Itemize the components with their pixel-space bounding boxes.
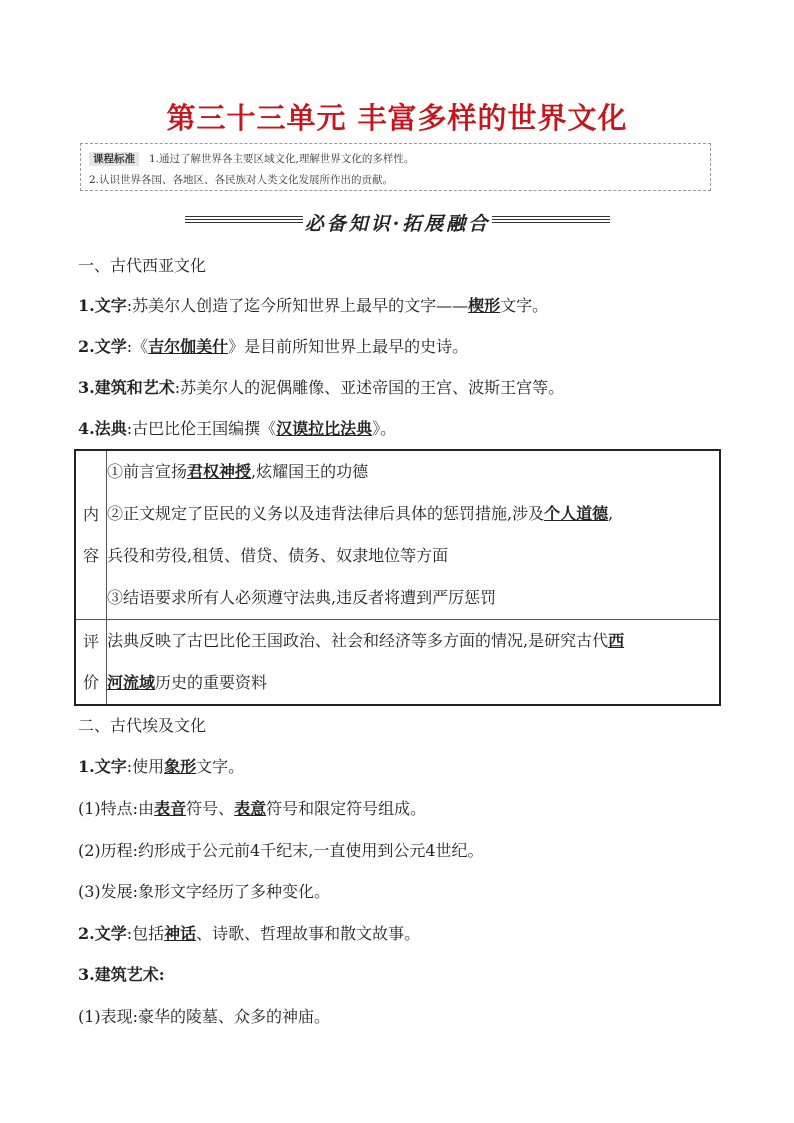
banner-title: 必备知识·拓展融合 bbox=[304, 213, 491, 235]
text: : bbox=[158, 965, 165, 984]
term-label: 1.文字 bbox=[78, 757, 127, 776]
key-term: 象形 bbox=[164, 757, 197, 776]
term-label: 4.法典 bbox=[78, 419, 127, 438]
text: 法典反映了古巴比伦王国政治、社会和经济等多方面的情况,是研究古代 bbox=[107, 631, 609, 650]
row-header-content bbox=[75, 450, 107, 620]
key-term: 个人道德 bbox=[544, 504, 609, 523]
text: 符号、 bbox=[186, 799, 235, 818]
banner-rule-right bbox=[492, 216, 610, 226]
text: ,炫耀国王的功德 bbox=[251, 462, 369, 481]
sec2-line-4: (3)发展:象形文字经历了多种变化。 bbox=[78, 882, 331, 901]
section-banner bbox=[185, 209, 610, 233]
text: 、诗歌、哲理故事和散文故事。 bbox=[196, 924, 421, 943]
banner-rule-left bbox=[185, 216, 303, 226]
sec2-line-2 bbox=[78, 796, 426, 819]
text: :《 bbox=[126, 337, 149, 356]
sec1-line-4 bbox=[78, 416, 396, 439]
evaluation-line-2 bbox=[107, 662, 719, 704]
text: :包括 bbox=[126, 924, 165, 943]
table-row bbox=[75, 620, 720, 706]
key-term: 河流域 bbox=[107, 673, 156, 692]
sec1-line-3 bbox=[78, 375, 564, 398]
text: :使用 bbox=[126, 757, 165, 776]
text: , bbox=[608, 504, 614, 523]
key-term: 神话 bbox=[164, 924, 197, 943]
text: ②正文规定了臣民的义务以及违背法律后具体的惩罚措施,涉及 bbox=[107, 504, 545, 523]
standard-line-1 bbox=[89, 151, 414, 166]
sec2-line-7: (1)表现:豪华的陵墓、众多的神庙。 bbox=[78, 1007, 331, 1026]
row-header-evaluation bbox=[75, 620, 107, 706]
sec1-line-1 bbox=[78, 293, 548, 316]
term-label: 2.文学 bbox=[78, 924, 127, 943]
text: 》是目前所知世界上最早的史诗。 bbox=[228, 337, 469, 356]
evaluation-line-1 bbox=[107, 620, 719, 662]
content-line-1 bbox=[107, 451, 719, 493]
header-char: 价 bbox=[82, 673, 99, 692]
text: 历史的重要资料 bbox=[155, 673, 268, 692]
key-term: 君权神授 bbox=[187, 462, 252, 481]
text: 文字。 bbox=[500, 296, 549, 315]
code-of-hammurabi-table bbox=[74, 449, 721, 706]
text: :古巴比伦王国编撰《 bbox=[126, 419, 277, 438]
header-char: 内 bbox=[82, 505, 99, 524]
standard-label: 课程标准 bbox=[89, 152, 139, 166]
curriculum-standard-box bbox=[80, 143, 711, 191]
term-label: 1.文字 bbox=[78, 296, 127, 315]
term-label: 2.文学 bbox=[78, 337, 127, 356]
key-term: 西 bbox=[608, 631, 625, 650]
text: (1)特点:由 bbox=[78, 799, 155, 818]
sec1-line-2 bbox=[78, 334, 468, 357]
text: 文字。 bbox=[196, 757, 245, 776]
content-line-2 bbox=[107, 493, 719, 535]
header-char: 评 bbox=[82, 632, 99, 651]
section-1-heading: 一、古代西亚文化 bbox=[78, 256, 207, 275]
key-term: 吉尔伽美什 bbox=[148, 337, 229, 356]
key-term: 表意 bbox=[234, 799, 267, 818]
sec2-line-5 bbox=[78, 921, 420, 944]
section-2-heading: 二、古代埃及文化 bbox=[78, 716, 207, 735]
standard-item-1: 1.通过了解世界各主要区域文化,理解世界文化的多样性。 bbox=[149, 153, 415, 165]
sec2-line-3: (2)历程:约形成于公元前4千纪末,一直使用到公元4世纪。 bbox=[78, 841, 484, 860]
evaluation-cell bbox=[107, 620, 721, 706]
content-cell bbox=[107, 450, 721, 620]
text: :苏美尔人的泥偶雕像、亚述帝国的王宫、波斯王宫等。 bbox=[174, 378, 565, 397]
key-term: 楔形 bbox=[468, 296, 501, 315]
table-row bbox=[75, 450, 720, 620]
text: 符号和限定符号组成。 bbox=[266, 799, 427, 818]
key-term: 表音 bbox=[154, 799, 187, 818]
text: 》。 bbox=[372, 419, 397, 438]
standard-item-2: 2.认识世界各国、各地区、各民族对人类文化发展所作出的贡献。 bbox=[89, 174, 394, 186]
sec2-line-1 bbox=[78, 754, 244, 777]
text: :苏美尔人创造了迄今所知世界上最早的文字—— bbox=[126, 296, 469, 315]
term-label: 3.建筑和艺术 bbox=[78, 378, 175, 397]
page-title: 第三十三单元 丰富多样的世界文化 bbox=[166, 101, 628, 135]
key-term: 汉谟拉比法典 bbox=[276, 419, 373, 438]
term-label: 3.建筑艺术 bbox=[78, 965, 159, 984]
content-line-4: ③结语要求所有人必须遵守法典,违反者将遭到严厉惩罚 bbox=[107, 588, 497, 607]
content-line-3: 兵役和劳役,租赁、借贷、债务、奴隶地位等方面 bbox=[107, 546, 449, 565]
text: ①前言宣扬 bbox=[107, 462, 188, 481]
sec2-line-6 bbox=[78, 962, 165, 985]
header-char: 容 bbox=[82, 546, 99, 565]
